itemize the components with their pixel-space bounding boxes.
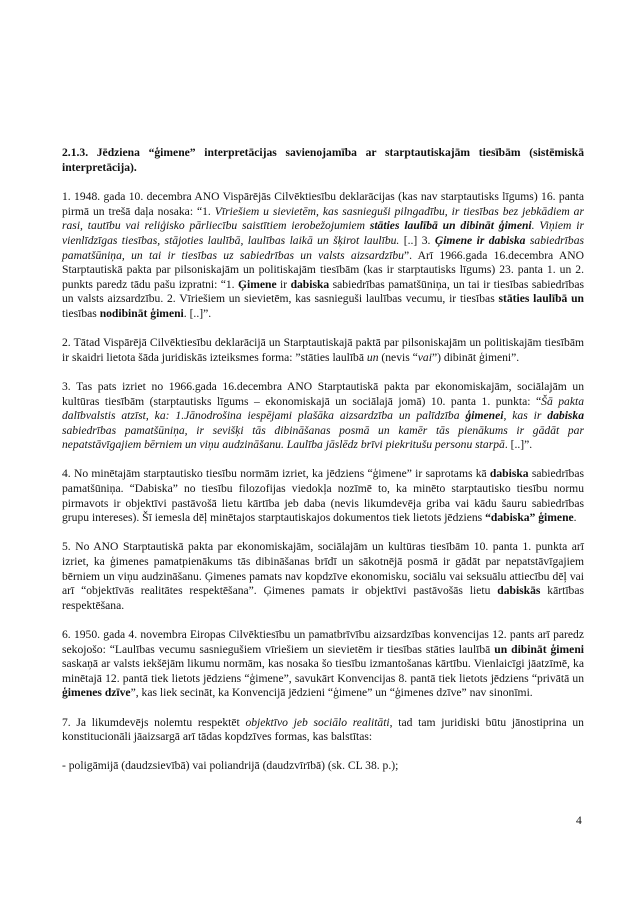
text-run: dabiskās <box>497 584 541 598</box>
text-run: vai <box>417 350 432 364</box>
text-run: tiesības <box>62 306 100 320</box>
text-run: “dabiska” ģimene <box>485 511 574 525</box>
text-run: Ģimene ir dabiska <box>434 233 526 247</box>
text-run: . [..]”. <box>183 306 212 320</box>
text-run: 6. 1950. gada 4. novembra Eiropas Cilvēktiesību un pamatbrīvību aizsardzības konvencijas 12. pants arī paredz sekojošo: “Laulības vecumu sasniegušiem vīriešiem un sievietēm ir tiesības stāties laulībā <box>62 628 584 656</box>
text-run: ”) dibināt ģimeni”. <box>431 350 520 364</box>
text-run: sabiedrības pamatšūniņa, un tai ir tiesības uz sabiedrības un valsts aizsardzību <box>62 233 585 262</box>
text-run: 5. No ANO Starptautiskā pakta par ekonomiskajām, sociālajām un kultūras tiesībām 10. panta 1. punkta arī izriet, ka ģimenes pamatpienākums tās dibināšanas brīdī un sākotnējā posmā ir gādāt par nepatstāvīgajiem bērniem un viņu audzināšanu. Ģimenes pamats nav kopdzīve ekonomisku, sociālu vai seksuālu attiecību dēļ vai arī “objektīvās realitātes respektēšana”. Ģimenes pamats ir objektīvi pastāvošās lietu <box>62 540 584 598</box>
text-run: (nevis “ <box>378 350 418 364</box>
paragraph-3 <box>62 380 584 453</box>
text-run: nodibināt ģimeni <box>99 306 184 320</box>
text-run: , kas ir <box>503 409 548 423</box>
text-run: un <box>366 350 379 364</box>
text-run: objektīvo jeb sociālo realitāti <box>245 715 390 729</box>
text-run: dabiska <box>290 277 330 291</box>
text-run: 3. Tas pats izriet no 1966.gada 16.decembra ANO Starptautiskā pakta par ekonomiskajām, sociālajām un kultūras tiesībām (starptautisks līgums – ekonomiskajā un sociālajā jomā) 10. panta 1. punkta: “ <box>62 379 584 408</box>
text-run: 7. Ja likumdevējs nolemtu respektēt <box>62 715 246 729</box>
text-run: stāties laulībā un <box>498 292 585 306</box>
paragraph-7 <box>62 716 584 774</box>
text-run: saskaņā ar valsts iekšējām likumu normām, kas nosaka šo tiesību izmantošanas kārtību. Vienlaicīgi jāatzīmē, ka minētajā 12. pantā tiek lietots jēdziens “ģimene”, savukārt Konvencijas 8. pantā tiek lietots jēdziens “privātā un <box>62 657 584 685</box>
text-run: kārtības respektēšana. <box>62 584 584 612</box>
document-body <box>62 190 584 774</box>
text-run: sabiedrības pamatšūniņa, un tai ir tiesības sabiedrības un valsts aizsardzību. 2. Vīriešiem un sievietēm, kas sasnieguši laulības vecumu, ir tiesības <box>62 277 584 306</box>
text-run: Vīriešiem u sievietēm, kas sasnieguši pilngadību, ir tiesības bez jebkādiem ar rasi, tautību vai reliģisko pārliecību saistītiem ierobežojumiem <box>62 204 584 233</box>
text-run: . Viņiem ir vienlīdzīgas tiesības, stājoties laulībā, laulības laikā un šķirot laulību. <box>62 219 584 247</box>
paragraph-1 <box>62 190 584 321</box>
text-run: Šā pakta dalībvalstis atzīst, ka: 1.Jānodrošina iespējami plašāka aizsardzība un palīdzība <box>62 394 584 423</box>
text-run: Ģimene <box>238 277 277 291</box>
text-run: [..] 3. <box>403 233 435 247</box>
text-run: . <box>573 511 577 525</box>
text-run: 1. 1948. gada 10. decembra ANO Vispārējās Cilvēktiesību deklarācijas (kas nav starptautisks līgums) 16. panta pirmā un trešā daļa nosaka: “1. <box>62 190 584 218</box>
text-run: 4. No minētajām starptautisko tiesību normām izriet, ka jēdziens “ģimene” ir saprotams kā <box>62 467 490 481</box>
section-heading: 2.1.3. Jēdziena “ģimene” interpretācijas savienojamība ar starptautiskajām tiesībām (sistēmiskā interpretācija). <box>62 146 584 174</box>
text-run: ģimenei <box>465 409 504 423</box>
paragraph-6 <box>62 628 584 701</box>
text-run: - poligāmijā (daudzsievībā) vai poliandrijā (daudzvīrībā) (sk. CL 38. p.); <box>62 759 399 773</box>
page-number: 4 <box>576 814 582 827</box>
text-run: un dibināt ģimeni <box>494 642 584 656</box>
text-run: ir <box>276 277 291 291</box>
paragraph-4 <box>62 467 584 525</box>
text-run: , tad tam juridiski būtu jānostiprina un konstitucionāli jāaizsargā arī tādas kopdzīves formas, kas balstītas: <box>62 715 584 744</box>
paragraph-5 <box>62 540 584 613</box>
text-run: ”, kas liek secināt, ka Konvencijā jēdzieni “ģimene” un “ģimenes dzīve” nav sinonīmi. <box>130 686 533 700</box>
text-run: sabiedrības pamatšūniņa. “Dabiska” no tiesību filozofijas viedokļa nozīmē to, ka minēto starptautisko tiesību normu pirmavots ir objektīvi pastāvošā lietu kārtība jeb daba (nevis likumdevēja griba vai kādu šauru sabiedrības grupu intereses). Šī iemesla dēļ minētajos starptautiskajos dokumentos tiek lietots jēdziens <box>62 467 584 525</box>
text-run: sabiedrības pamatšūniņa, ir sevišķi tās dibināšanas posmā un kamēr tās pienākums ir gādāt par nepatstāvīgajiem bērniem un viņu audzināšanu. Laulība jāslēdz brīvi piekritušu personu starpā <box>62 423 584 452</box>
text-run: . [..]”. <box>504 438 533 452</box>
text-run: dabiska <box>547 409 585 423</box>
text-run: dabiska <box>489 467 529 481</box>
text-run: stāties laulībā un dibināt ģimeni <box>369 219 532 233</box>
text-run: ”. Arī 1966.gada 16.decembra ANO Starptautiskā pakta par pilsoniskajām un politiskajām tiesībām (kas ir starptautisks līgums) 23. panta 1. un 2. punkts paredz tādu pašu izpratni: “1. <box>62 248 584 291</box>
text-run: 2. Tātad Vispārējā Cilvēktiesību deklarācijā un Starptautiskajā paktā par pilsoniskajām un politiskajām tiesībām ir skaidri lietota šāda juridiskās izteiksmes forma: ”stāties laulībā <box>62 336 584 364</box>
document-page <box>62 146 584 789</box>
paragraph-2 <box>62 336 584 365</box>
text-run: ģimenes dzīve <box>62 686 131 700</box>
